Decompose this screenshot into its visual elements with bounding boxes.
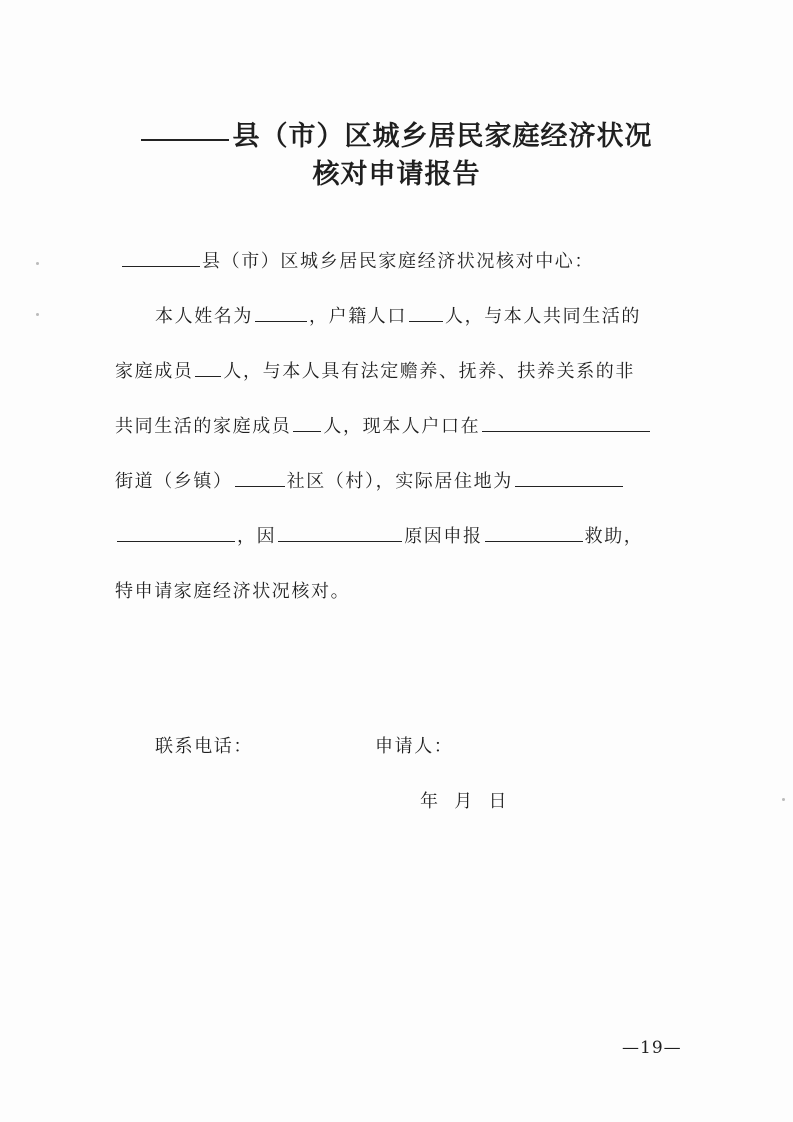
body-line-1: 本人姓名为 ，户籍人口 人，与本人共同生活的: [155, 306, 641, 327]
scan-speck: [36, 262, 39, 265]
applicant-label: 申请人：: [375, 736, 454, 757]
aid-type-blank: [485, 541, 583, 542]
report-title-line2: 核对申请报告: [312, 159, 481, 190]
page-number: —19—: [622, 1038, 682, 1058]
non-cohabiting-members-blank: [293, 431, 321, 432]
name-blank: [255, 321, 307, 322]
body-line-3: 共同生活的家庭成员 人，现本人户口在: [115, 412, 652, 438]
contact-phone-label: 联系电话：: [155, 736, 253, 757]
date-label: 年 月 日: [420, 791, 509, 812]
addressee-line: 县（市）区城乡居民家庭经济状况核对中心：: [120, 247, 594, 273]
body-line-4: 街道（乡镇） 社区（村），实际居住地为: [115, 467, 625, 493]
scan-speck: [36, 313, 39, 316]
family-members-blank: [195, 376, 221, 377]
body-line-2: 家庭成员 人，与本人具有法定赡养、抚养、扶养关系的非: [115, 361, 636, 382]
actual-residence-blank-cont: [117, 541, 235, 542]
body-line-5: ，因 原因申报 救助，: [115, 522, 643, 548]
county-blank: [122, 266, 200, 267]
registered-residence-blank: [482, 431, 650, 432]
scan-speck: [782, 798, 785, 801]
community-blank: [235, 486, 285, 487]
report-title-line1: 县（市）区城乡居民家庭经济状况: [0, 114, 793, 153]
county-blank: [141, 139, 229, 141]
actual-residence-blank: [515, 486, 623, 487]
body-line-6: 特申请家庭经济状况核对。: [115, 581, 351, 602]
household-count-blank: [409, 321, 443, 322]
reason-blank: [278, 541, 402, 542]
